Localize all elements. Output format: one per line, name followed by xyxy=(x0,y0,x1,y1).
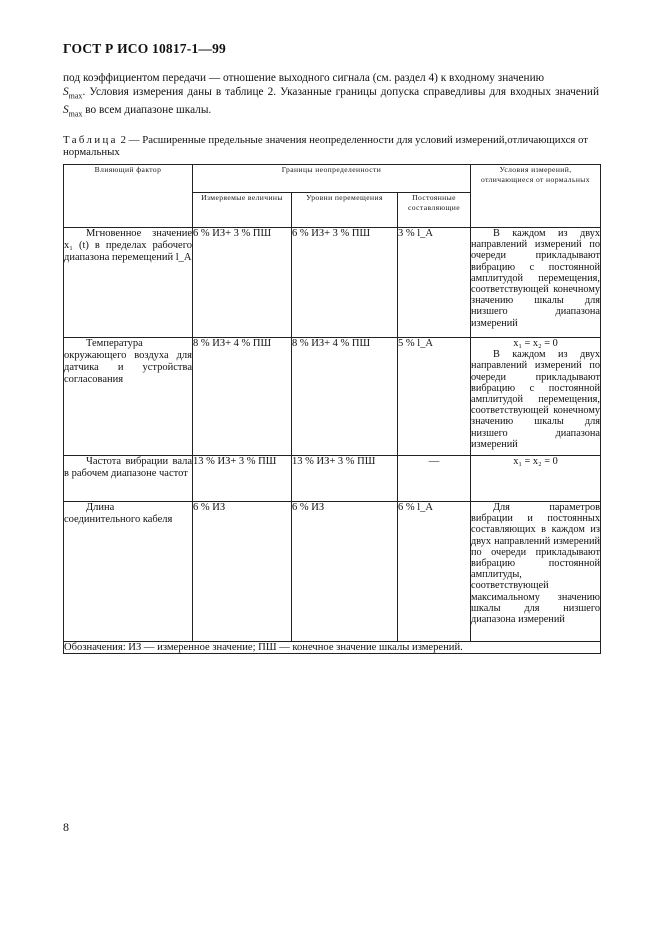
conditions-text: Для параметров вибрации и постоянных составляющих в каждом из двух направлений измерений по очереди прикладывают вибрацию постоянной амплитуды, соответствующей максимальному значению шкалы для низшего диапазона измерений xyxy=(471,502,600,626)
measured-cell: 8 % ИЗ+ 4 % ПШ xyxy=(193,338,292,456)
s-subscript: max xyxy=(68,91,83,101)
intro-line-3-rest: во всем диапазоне шкалы. xyxy=(85,104,212,117)
intro-line-2-rest: . Условия измерения даны в таблице 2. Указанные границы допуска справедливы для входных значений xyxy=(82,86,599,98)
constant-cell: 3 % l_A xyxy=(398,228,471,338)
document-header: ГОСТ Р ИСО 10817-1—99 xyxy=(63,41,226,56)
table-row xyxy=(64,228,601,338)
table-row xyxy=(64,338,601,456)
measured-cell: 13 % ИЗ+ 3 % ПШ xyxy=(193,456,292,502)
constant-cell: 5 % l_A xyxy=(398,338,471,456)
header-measured: Измеряемые величины xyxy=(193,193,292,228)
conditions-text: В каждом из двух направлений измерений по очереди прикладывают вибрацию с постоянной амплитудой перемещения, соответствующей конечному значению шкалы для низшего диапазона измерений xyxy=(471,228,600,329)
constant-cell: 6 % l_A xyxy=(398,502,471,642)
factor-text: Мгновенное значение x₁ (t) в пределах рабочего диапазона перемещений l_A xyxy=(64,228,192,263)
uncertainty-table xyxy=(63,164,601,654)
factor-text: Длина соединительного кабеля xyxy=(64,502,173,525)
factor-text: Температура окружающего воздуха для датчика и устройства согласования xyxy=(64,338,192,385)
header-constant: Постоянные составляющие xyxy=(398,193,471,228)
factor-text: Частота вибрации вала в рабочем диапазоне частот xyxy=(64,456,192,479)
measured-cell: 6 % ИЗ+ 3 % ПШ xyxy=(193,228,292,338)
constant-cell: — xyxy=(398,456,471,502)
table-note-row xyxy=(64,642,601,654)
displacement-cell: 6 % ИЗ+ 3 % ПШ xyxy=(292,228,398,338)
page-number: 8 xyxy=(63,820,69,834)
s-subscript-2: max xyxy=(68,109,83,119)
s-symbol-2: S xyxy=(63,104,69,117)
factor-cell xyxy=(64,456,193,502)
conditions-cell xyxy=(471,228,601,338)
header-conditions: Условия измерений, отличающиеся от нормальных xyxy=(471,165,601,228)
displacement-cell: 8 % ИЗ+ 4 % ПШ xyxy=(292,338,398,456)
table-caption xyxy=(63,134,603,158)
factor-cell xyxy=(64,502,193,642)
conditions-cell xyxy=(471,338,601,456)
condition-formula: x₁ = x₂ = 0 xyxy=(513,456,558,467)
table-note: Обозначения: ИЗ — измеренное значение; ПШ — конечное значение шкалы измерений. xyxy=(64,642,601,654)
factor-cell xyxy=(64,338,193,456)
caption-text: 2 — Расширенные предельные значения неопределенности для условий измерений,отличающихся от нормальных xyxy=(63,134,589,158)
condition-formula: x₁ = x₂ = 0 xyxy=(513,338,558,349)
header-displacement: Уровни перемещения xyxy=(292,193,398,228)
table-row xyxy=(64,456,601,502)
s-symbol: S xyxy=(63,86,69,98)
caption-label: Таблица xyxy=(63,134,118,146)
header-limits: Границы неопределенности xyxy=(193,165,471,193)
measured-cell: 6 % ИЗ xyxy=(193,502,292,642)
conditions-cell xyxy=(471,456,601,502)
table-header-row-1 xyxy=(64,165,601,193)
conditions-text: В каждом из двух направлений измерений по очереди прикладывают вибрацию с постоянной амплитудой перемещения, соответствующей конечному значению шкалы для низшего диапазона измерений xyxy=(471,349,600,450)
intro-line-1: под коэффициентом передачи — отношение выходного сигнала (см. раздел 4) к входному значению xyxy=(63,72,545,84)
displacement-cell: 6 % ИЗ xyxy=(292,502,398,642)
header-factor: Влияющий фактор xyxy=(64,165,193,228)
conditions-cell xyxy=(471,502,601,642)
table-row xyxy=(64,502,601,642)
factor-cell xyxy=(64,228,193,338)
intro-line-2 xyxy=(63,85,599,122)
displacement-cell: 13 % ИЗ+ 3 % ПШ xyxy=(292,456,398,502)
intro-paragraph xyxy=(63,71,599,122)
